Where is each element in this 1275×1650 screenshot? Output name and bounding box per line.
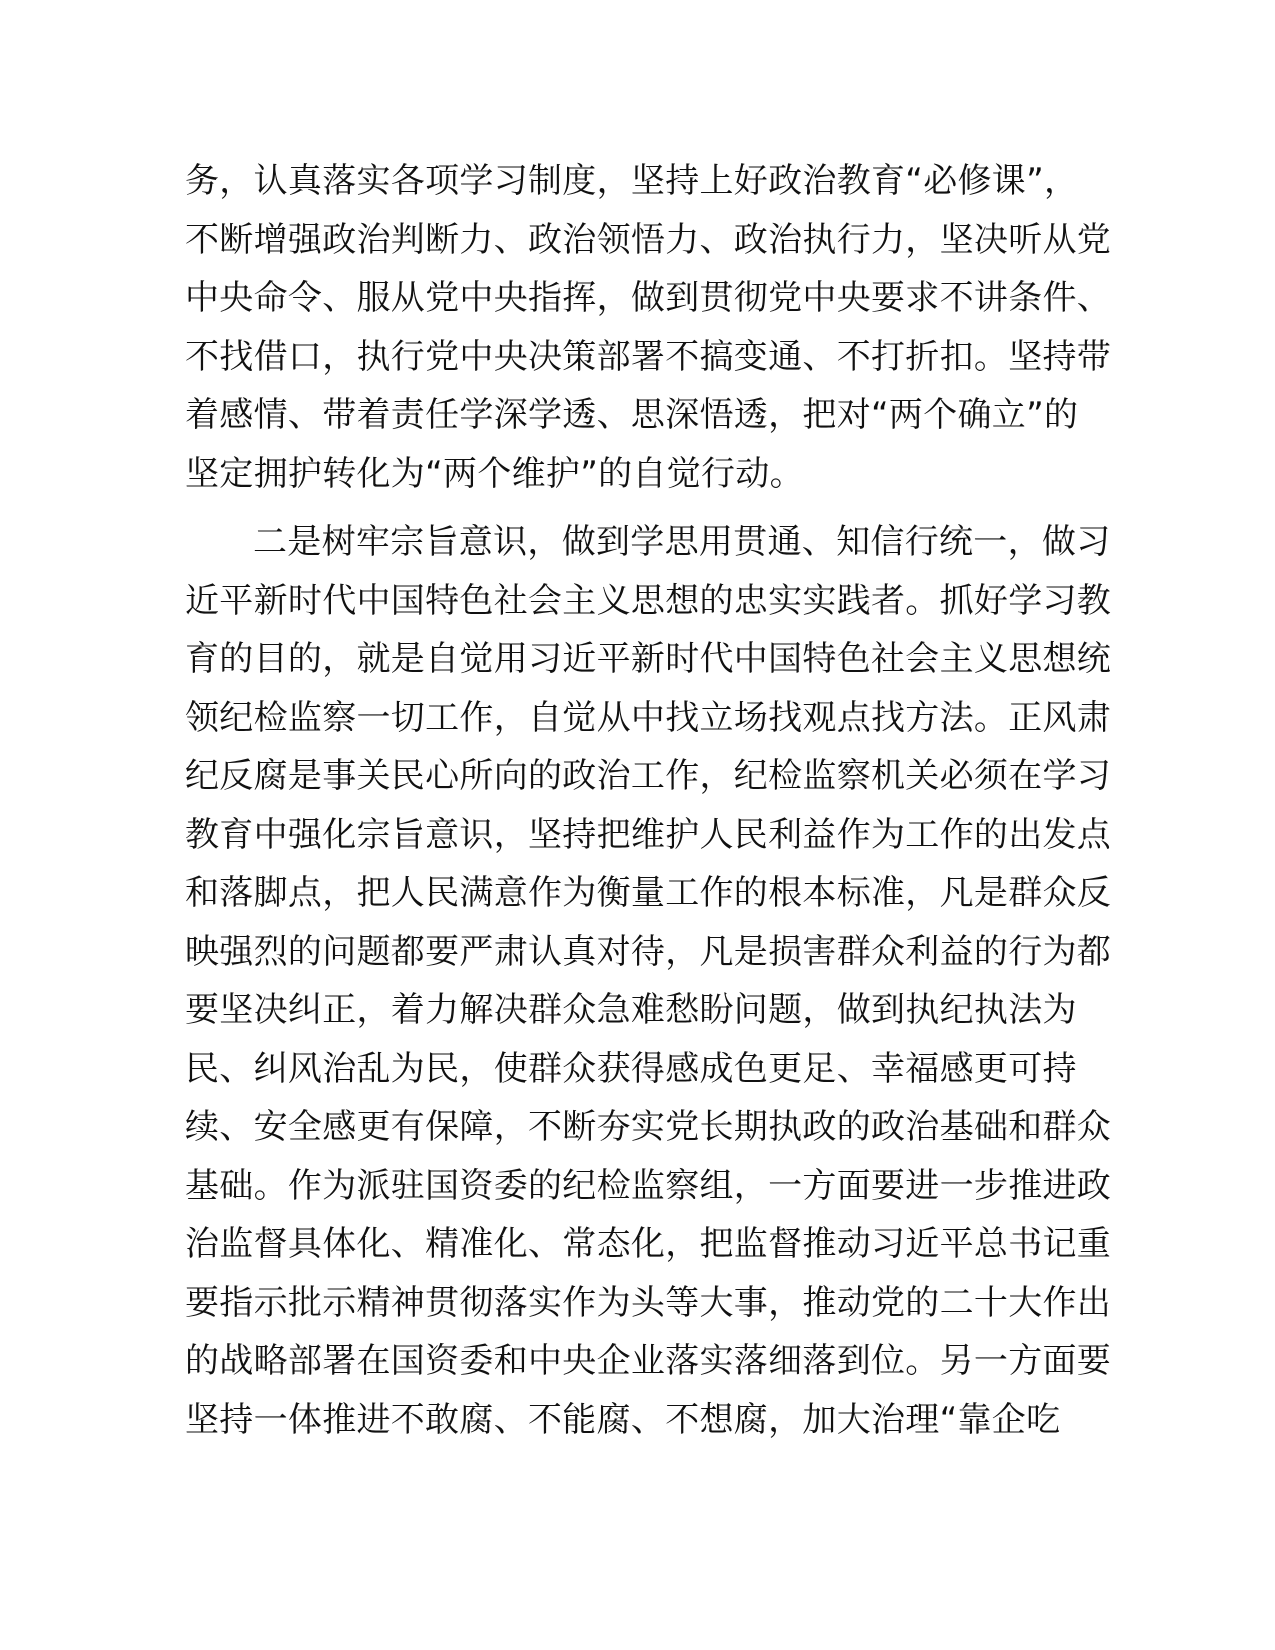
text-line: 坚持一体推进不敢腐、不能腐、不想腐，加大治理“靠企吃: [185, 1399, 1061, 1440]
text-line: 映强烈的问题都要严肃认真对待，凡是损害群众利益的行为都: [185, 931, 1112, 972]
text-line: 纪反腐是事关民心所向的政治工作，纪检监察机关必须在学习: [185, 756, 1112, 796]
text-line: 中央命令、服从党中央指挥，做到贯彻党中央要求不讲条件、: [185, 278, 1112, 318]
text-line: 近平新时代中国特色社会主义思想的忠实实践者。抓好学习教: [185, 580, 1112, 621]
text-line: 坚定拥护转化为“两个维护”的自觉行动。: [185, 453, 804, 494]
text-line: 不找借口，执行党中央决策部署不搞变通、不打折扣。坚持带: [185, 336, 1112, 377]
text-line: 民、纠风治乱为民，使群众获得感成色更足、幸福感更可持: [185, 1048, 1077, 1089]
text-line: 治监督具体化、精准化、常态化，把监督推动习近平总书记重: [185, 1224, 1112, 1264]
text-line: 育的目的，就是自觉用习近平新时代中国特色社会主义思想统: [185, 639, 1112, 679]
text-line: 续、安全感更有保障，不断夯实党长期执政的政治基础和群众: [185, 1107, 1112, 1147]
paragraph-1: [185, 152, 1112, 503]
text-line: 务，认真落实各项学习制度，坚持上好政治教育“必修课”，: [185, 161, 1079, 201]
paragraph-gap: [185, 503, 1089, 513]
text-line: 要指示批示精神贯彻落实作为头等大事，推动党的二十大作出: [185, 1282, 1112, 1323]
paragraph-2: [185, 513, 1112, 1449]
text-line: 的战略部署在国资委和中央企业落实落细落到位。另一方面要: [185, 1341, 1112, 1381]
text-line-first: 二是树牢宗旨意识，做到学思用贯通、知信行统一，做习: [253, 522, 1111, 562]
text-line: 着感情、带着责任学深学透、思深悟透，把对“两个确立”的: [185, 395, 1079, 435]
text-line: 和落脚点，把人民满意作为衡量工作的根本标准，凡是群众反: [185, 873, 1112, 913]
text-line: 领纪检监察一切工作，自觉从中找立场找观点找方法。正风肃: [185, 697, 1112, 738]
text-line: 教育中强化宗旨意识，坚持把维护人民利益作为工作的出发点: [185, 814, 1112, 855]
text-line: 基础。作为派驻国资委的纪检监察组，一方面要进一步推进政: [185, 1165, 1112, 1206]
text-line: 要坚决纠正，着力解决群众急难愁盼问题，做到执纪执法为: [185, 990, 1077, 1030]
text-line: 不断增强政治判断力、政治领悟力、政治执行力，坚决听从党: [185, 219, 1112, 260]
body-text: [185, 152, 1112, 1449]
